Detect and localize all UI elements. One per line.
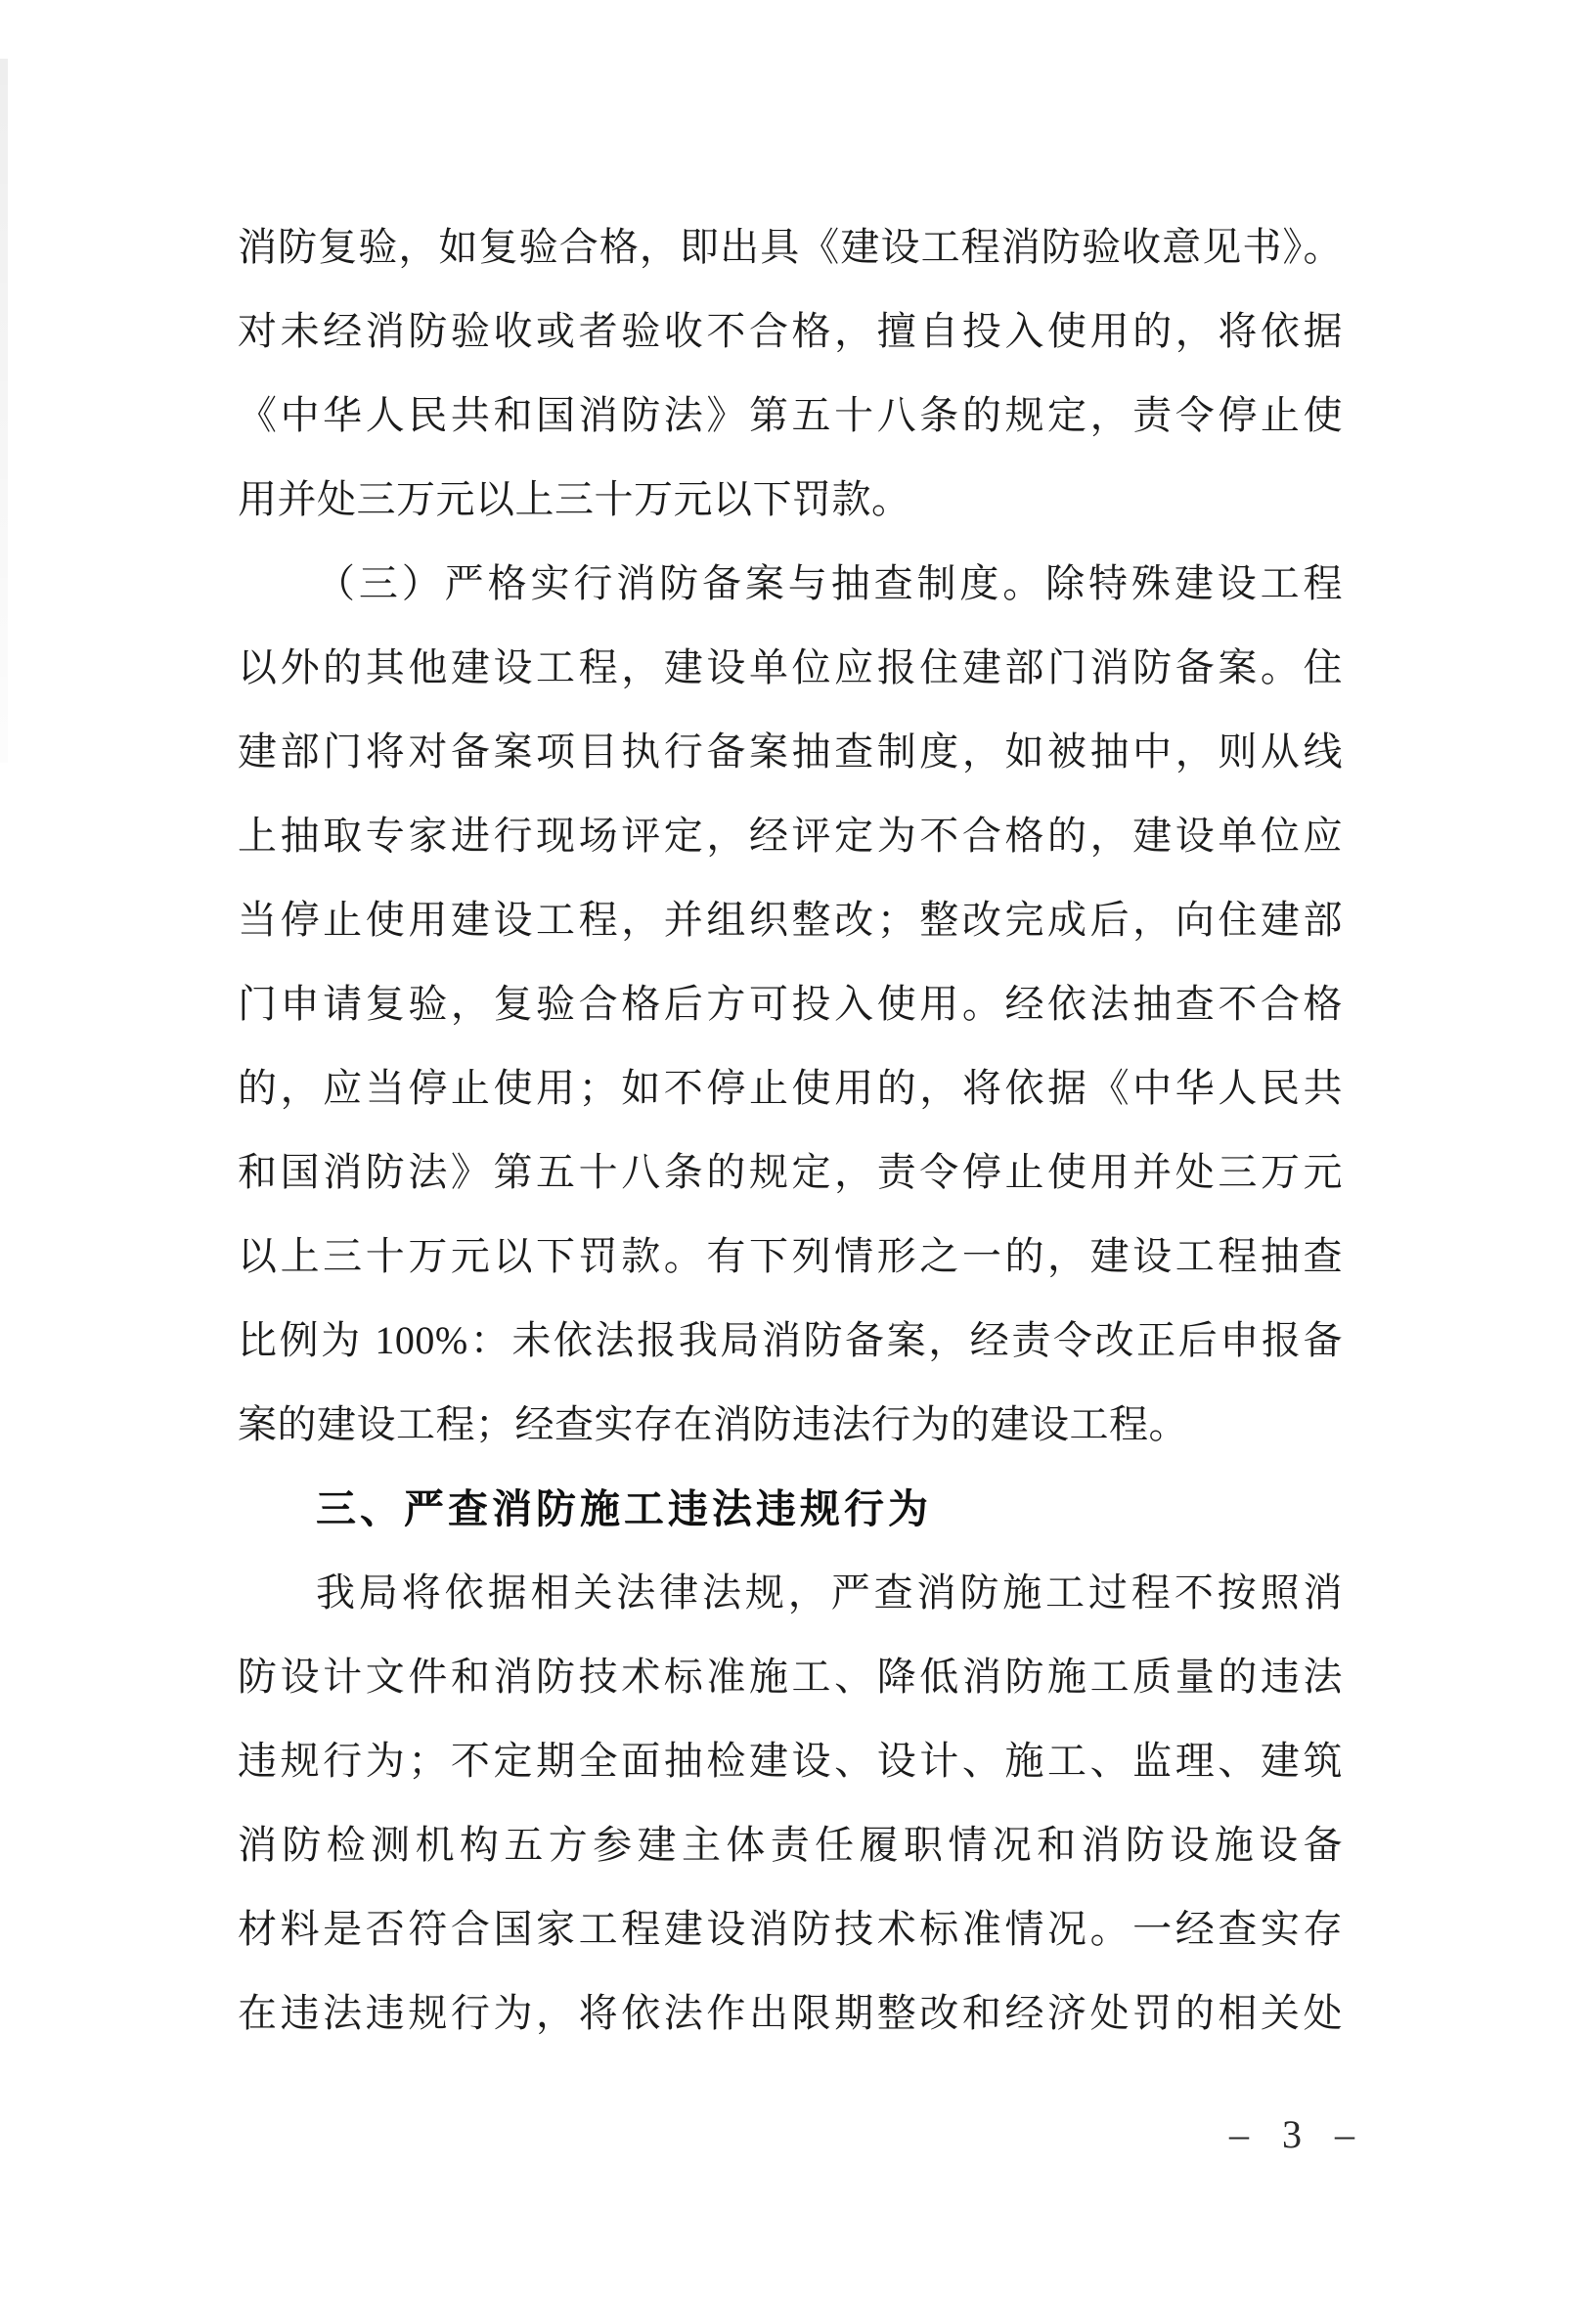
text-line: 《中华人民共和国消防法》第五十八条的规定，责令停止使 (238, 393, 1343, 437)
text-line: 我局将依据相关法律法规，严查消防施工过程不按照消 (316, 1570, 1343, 1614)
text-line: 和国消防法》第五十八条的规定，责令停止使用并处三万元 (238, 1150, 1343, 1194)
text-line: 案的建设工程；经查实存在消防违法行为的建设工程。 (238, 1402, 1188, 1446)
text-line: 违规行为；不定期全面抽检建设、设计、施工、监理、建筑 (238, 1739, 1343, 1783)
text-line: 用并处三万元以上三十万元以下罚款。 (238, 477, 911, 521)
text-line: 上抽取专家进行现场评定，经评定为不合格的，建设单位应 (238, 814, 1343, 858)
text-line: （三）严格实行消防备案与抽查制度。除特殊建设工程 (316, 561, 1343, 605)
text-line: 门申请复验，复验合格后方可投入使用。经依法抽查不合格 (238, 982, 1343, 1026)
text-line: 建部门将对备案项目执行备案抽查制度，如被抽中，则从线 (238, 730, 1343, 774)
text-line: 消防检测机构五方参建主体责任履职情况和消防设施设备 (238, 1823, 1343, 1867)
text-line: 防设计文件和消防技术标准施工、降低消防施工质量的违法 (238, 1655, 1343, 1699)
text-line: 以上三十万元以下罚款。有下列情形之一的，建设工程抽查 (238, 1234, 1343, 1278)
text-line: 对未经消防验收或者验收不合格，擅自投入使用的，将依据 (238, 309, 1343, 353)
section-heading: 三、严查消防施工违法违规行为 (316, 1486, 932, 1531)
page-number: – 3 – (1229, 2112, 1366, 2156)
text-line: 消防复验，如复验合格，即出具《建设工程消防验收意见书》。 (238, 225, 1343, 269)
text-line: 材料是否符合国家工程建设消防技术标准情况。一经查实存 (238, 1907, 1343, 1951)
scan-edge-artifact (0, 59, 8, 763)
text-line: 比例为 100%：未依法报我局消防备案，经责令改正后申报备 (238, 1318, 1343, 1362)
text-line: 的，应当停止使用；如不停止使用的，将依据《中华人民共 (238, 1066, 1343, 1110)
text-line: 在违法违规行为，将依法作出限期整改和经济处罚的相关处 (238, 1991, 1343, 2035)
text-line: 以外的其他建设工程，建设单位应报住建部门消防备案。住 (238, 645, 1343, 689)
document-body (238, 205, 1343, 2056)
text-line: 当停止使用建设工程，并组织整改；整改完成后，向住建部 (238, 898, 1343, 942)
